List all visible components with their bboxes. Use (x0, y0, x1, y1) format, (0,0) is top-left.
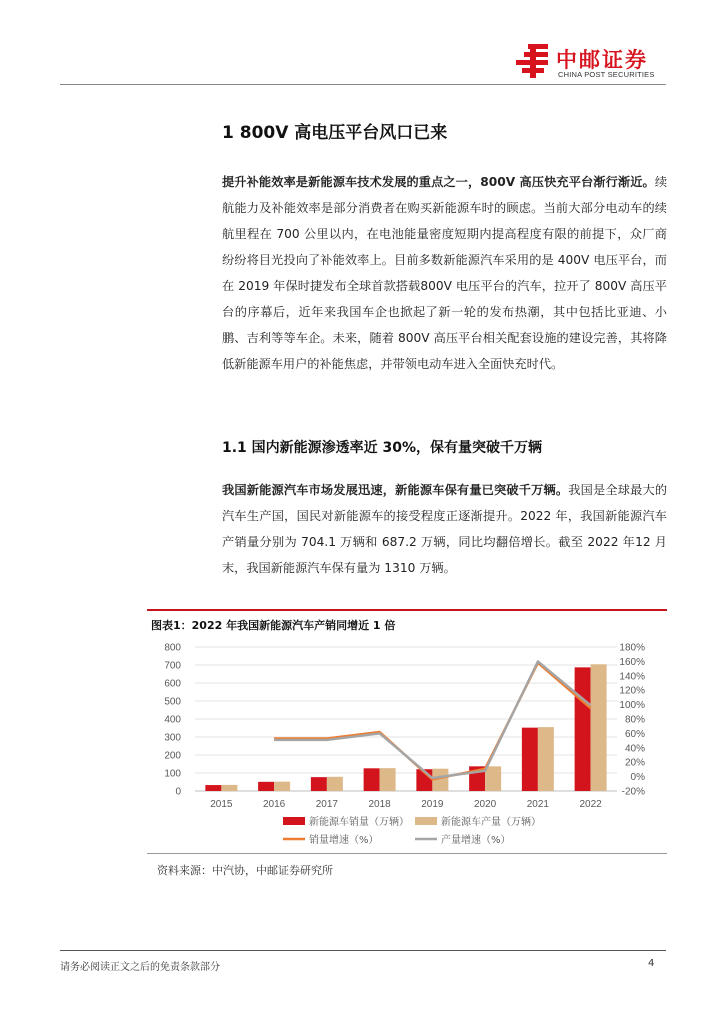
x-tick-label: 2022 (579, 799, 602, 810)
y-tick-label-left: 600 (164, 678, 181, 690)
subsection-paragraph (222, 477, 667, 581)
bar-sales (205, 785, 221, 791)
y-tick-label-right: 80% (624, 714, 645, 726)
y-tick-label-left: 300 (164, 732, 181, 744)
intro-lead-sentence: 提升补能效率是新能源车技术发展的重点之一，800V 高压快充平台渐行渐近。 (222, 175, 655, 189)
y-tick-label-right: -20% (621, 786, 645, 798)
nev-sales-production-chart (147, 637, 667, 851)
disclaimer-note: 请务必阅读正文之后的免责条款部分 (60, 962, 220, 973)
bar-production (380, 768, 396, 791)
bar-production (538, 727, 554, 791)
legend-swatch (283, 817, 305, 825)
legend-swatch (415, 817, 437, 825)
figure-source: 资料来源：中汽协，中邮证券研究所 (157, 864, 333, 877)
figure-box (147, 609, 667, 855)
y-tick-label-right: 0% (630, 772, 645, 784)
bar-sales (575, 667, 591, 791)
x-tick-label: 2020 (474, 799, 497, 810)
footer-divider (60, 950, 666, 951)
y-tick-label-right: 100% (619, 700, 645, 712)
subsection-body-text: 我国是全球最大的汽车生产国，国民对新能源车的接受程度正逐渐提升。2022 年，我国新能源汽车产销量分别为 704.1 万辆和 687.2 万辆，同比均翻倍增长。截至 2022 年12 月末，我国新能源汽车保有量为 1310 万辆。 (222, 483, 668, 575)
bar-production (221, 785, 237, 791)
subsection-lead-sentence: 我国新能源汽车市场发展迅速，新能源车保有量已突破千万辆。 (222, 483, 569, 497)
y-tick-label-left: 200 (164, 750, 181, 762)
bar-production (274, 782, 290, 791)
bar-sales (364, 768, 380, 791)
logo-english-name: CHINA POST SECURITIES (558, 70, 655, 79)
bar-production (591, 664, 607, 791)
figure-bottom-rule (147, 853, 667, 854)
logo-chinese-name: 中邮证券 (556, 48, 648, 72)
y-tick-label-left: 400 (164, 714, 181, 726)
intro-body-text: 续航能力及补能效率是部分消费者在购买新能源车时的顾虑。当前大部分电动车的续航里程在 700 公里以内，在电池能量密度短期内提高程度有限的前提下，众厂商纷纷将目光投向了补能效率上。目前多数新能源汽车采用的是 400V 电压平台，而在 2019 年保时捷发布全球首款搭载800V 电压平台的汽车，拉开了 800V 高压平台的序幕后，近年来我国车企也掀起了新一轮的发布热潮，其中包括比亚迪、小鹏、吉利等等车企。未来，随着 800V 高压平台相关配套设施的建设完善，其将降低新能源车用户的补能焦虑，并带领电动车进入全面快充时代。 (222, 175, 667, 371)
bar-sales (258, 782, 274, 791)
company-logo (512, 42, 672, 82)
figure-top-rule (147, 609, 667, 611)
y-tick-label-right: 180% (619, 642, 645, 654)
x-tick-label: 2017 (315, 799, 338, 810)
y-tick-label-right: 120% (619, 685, 645, 697)
x-tick-label: 2016 (263, 799, 286, 810)
bar-production (485, 766, 501, 791)
figure-title: 图表1：2022 年我国新能源汽车产销同增近 1 倍 (151, 619, 396, 632)
y-tick-label-right: 40% (624, 743, 645, 755)
legend-label: 新能源车销量（万辆） (309, 817, 409, 828)
bar-sales (311, 777, 327, 791)
page-number: 4 (648, 958, 655, 969)
intro-paragraph (222, 169, 667, 377)
china-post-emblem-icon (512, 42, 552, 80)
legend-label: 销量增速（%） (309, 835, 379, 846)
subsection-title: 1.1 国内新能源渗透率近 30%，保有量突破千万辆 (222, 440, 543, 456)
section-title: 1 800V 高电压平台风口已来 (222, 123, 448, 143)
legend-label: 新能源车产量（万辆） (441, 817, 541, 828)
y-tick-label-left: 0 (175, 786, 181, 798)
y-tick-label-left: 700 (164, 660, 181, 672)
bar-production (327, 777, 343, 791)
y-tick-label-right: 60% (624, 728, 645, 740)
legend-label: 产量增速（%） (441, 835, 511, 846)
y-tick-label-right: 160% (619, 656, 645, 668)
y-tick-label-right: 140% (619, 671, 645, 683)
x-tick-label: 2018 (368, 799, 391, 810)
y-tick-label-left: 500 (164, 696, 181, 708)
x-tick-label: 2019 (421, 799, 444, 810)
y-tick-label-left: 800 (164, 642, 181, 654)
y-tick-label-left: 100 (164, 768, 181, 780)
x-tick-label: 2021 (526, 799, 549, 810)
header-divider (60, 84, 666, 85)
y-tick-label-right: 20% (624, 757, 645, 769)
bar-sales (522, 728, 538, 791)
x-tick-label: 2015 (210, 799, 233, 810)
